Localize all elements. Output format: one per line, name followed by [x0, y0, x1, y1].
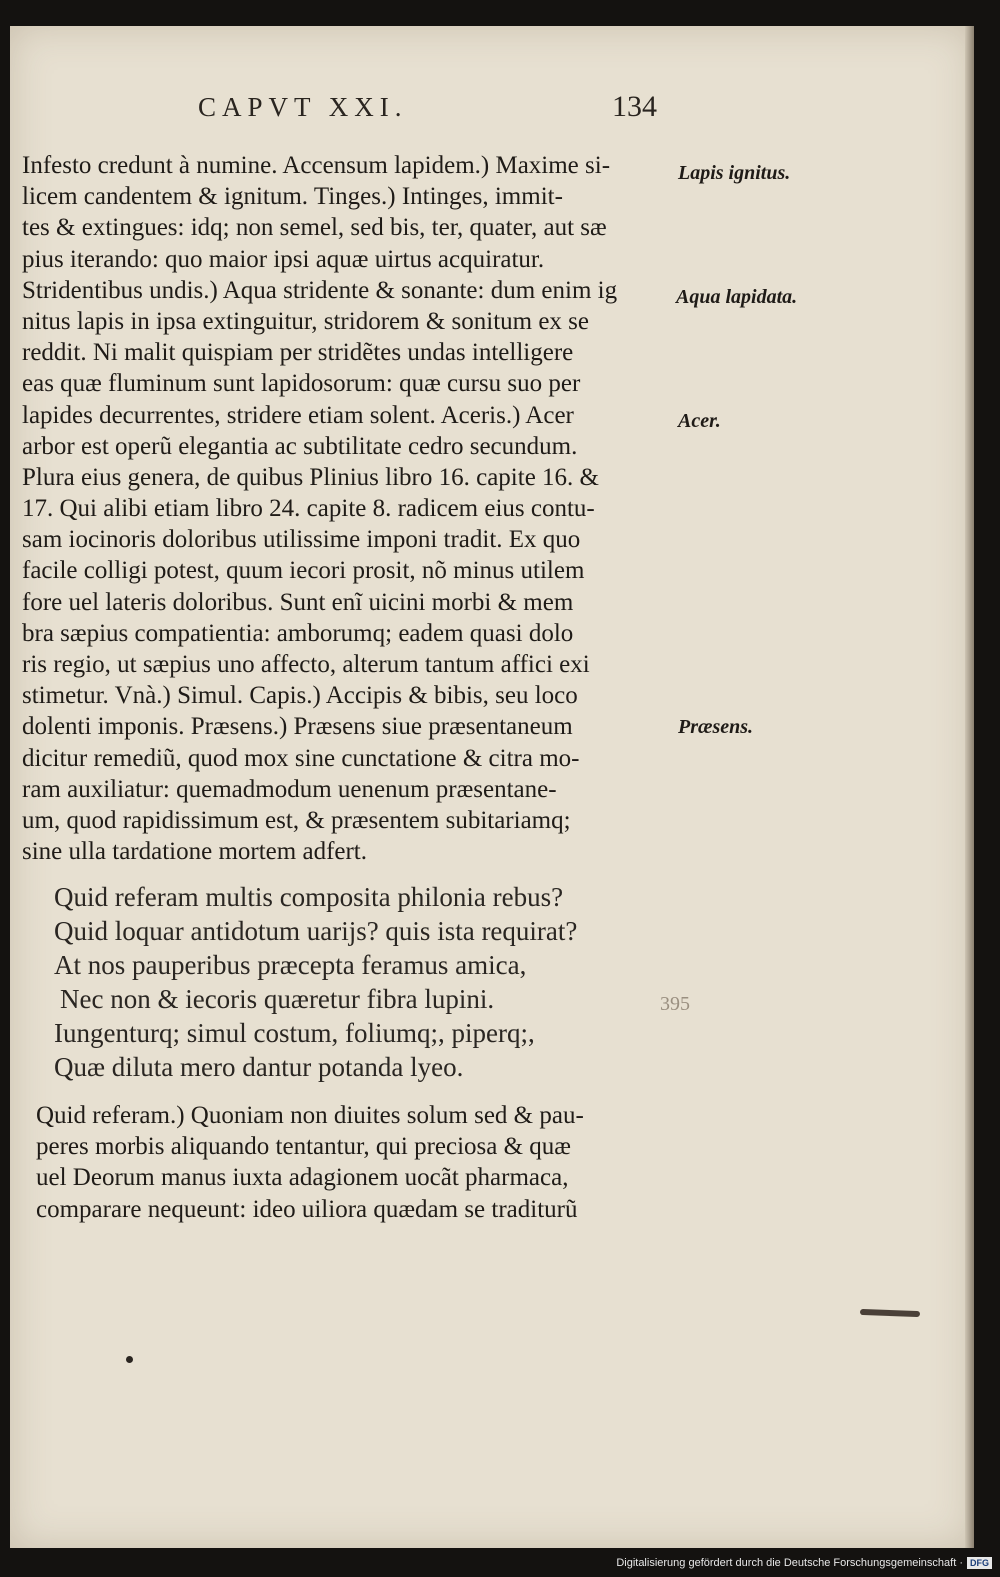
digitization-footer	[616, 1553, 992, 1573]
text-line: ram auxiliatur: quemadmodum uenenum præsentane-	[22, 775, 557, 803]
text-line: Plura eius genera, de quibus Plinius libro 16. capite 16. &	[22, 463, 599, 491]
verse-block	[54, 880, 674, 1084]
margin-note-acer: Acer.	[678, 410, 721, 432]
text-line: Infesto credunt à numine. Accensum lapidem.) Maxime si-	[22, 152, 611, 179]
text-line: comparare nequeunt: ideo uiliora quædam se traditurũ	[36, 1195, 578, 1223]
text-line: uel Deorum manus iuxta adagionem uocãt pharmaca,	[36, 1164, 569, 1192]
margin-note-lapis-ignitus: Lapis ignitus.	[678, 162, 791, 184]
text-line: lapides decurrentes, stridere etiam solent. Aceris.) Acer	[22, 401, 574, 429]
text-line: nitus lapis in ipsa extinguitur, stridorem & sonitum ex se	[22, 307, 590, 335]
text-line: Stridentibus undis.) Aqua stridente & sonante: dum enim ig	[22, 276, 618, 304]
page-header	[0, 92, 1000, 132]
verse-line: Quæ diluta mero dantur potanda lyeo.	[54, 1052, 464, 1082]
page-number: 134	[612, 90, 657, 123]
text-line: sam iocinoris doloribus utilissime imponi tradit. Ex quo	[22, 526, 581, 554]
margin-note-praesens: Præsens.	[678, 716, 754, 738]
text-line: eas quæ fluminum sunt lapidosorum: quæ cursu suo per	[22, 370, 581, 398]
text-line: ris regio, ut sæpius uno affecto, alterum tantum affici exi	[22, 651, 590, 678]
verse-line: Iungenturq; simul costum, foliumq;, piperq;,	[54, 1018, 535, 1048]
text-line: 17. Qui alibi etiam libro 24. capite 8. radicem eius contu-	[22, 495, 595, 523]
text-line: peres morbis aliquando tentantur, qui preciosa & quæ	[36, 1133, 571, 1161]
text-line: arbor est operũ elegantia ac subtilitate cedro secundum.	[22, 432, 578, 460]
verse-line: Quid referam multis composita philonia rebus?	[54, 882, 564, 912]
text-line: licem candentem & ignitum. Tinges.) Intinges, immit-	[22, 183, 563, 211]
text-line: sine ulla tardatione mortem adfert.	[22, 838, 368, 866]
text-line: facile colligi potest, quum iecori prosit, nõ minus utilem	[22, 557, 585, 585]
footer-text: Digitalisierung gefördert durch die Deutsche Forschungsgemeinschaft ·	[616, 1557, 963, 1569]
text-line: reddit. Ni malit quispiam per stridẽtes undas intelligere	[22, 339, 574, 367]
verse-line: Nec non & iecoris quæretur fibra lupini.	[60, 984, 495, 1014]
text-line: pius iterando: quo maior ipsi aquæ uirtus acquiratur.	[22, 245, 545, 273]
verse-number: 395	[660, 993, 690, 1015]
dfg-logo-icon: DFG	[967, 1557, 992, 1569]
text-line: stimetur. Vnà.) Simul. Capis.) Accipis & bibis, seu loco	[22, 682, 578, 710]
ink-dot	[126, 1356, 133, 1363]
text-line: dolenti imponis. Præsens.) Præsens siue præsentaneum	[22, 713, 573, 741]
text-line: um, quod rapidissimum est, & præsentem subitariamq;	[22, 806, 571, 834]
verse-line: Quid loquar antidotum uarijs? quis ista requirat?	[54, 916, 578, 946]
running-head: CAPVT XXI.	[198, 92, 408, 122]
commentary-block-2	[36, 1100, 676, 1225]
page-gutter	[965, 26, 974, 1548]
text-line: Quid referam.) Quoniam non diuites solum sed & pau-	[36, 1102, 584, 1129]
text-line: fore uel lateris doloribus. Sunt enĩ uicini morbi & mem	[22, 588, 574, 616]
text-line: tes & extingues: idq; non semel, sed bis, ter, quater, aut sæ	[22, 214, 607, 242]
text-line: dicitur remediũ, quod mox sine cunctatione & citra mo-	[22, 744, 580, 772]
text-line: bra sæpius compatientia: amborumq; eadem quasi dolo	[22, 619, 574, 647]
margin-note-aqua-lapidata: Aqua lapidata.	[676, 286, 798, 308]
commentary-block	[22, 150, 674, 867]
verse-line: At nos pauperibus præcepta feramus amica,	[54, 950, 527, 980]
